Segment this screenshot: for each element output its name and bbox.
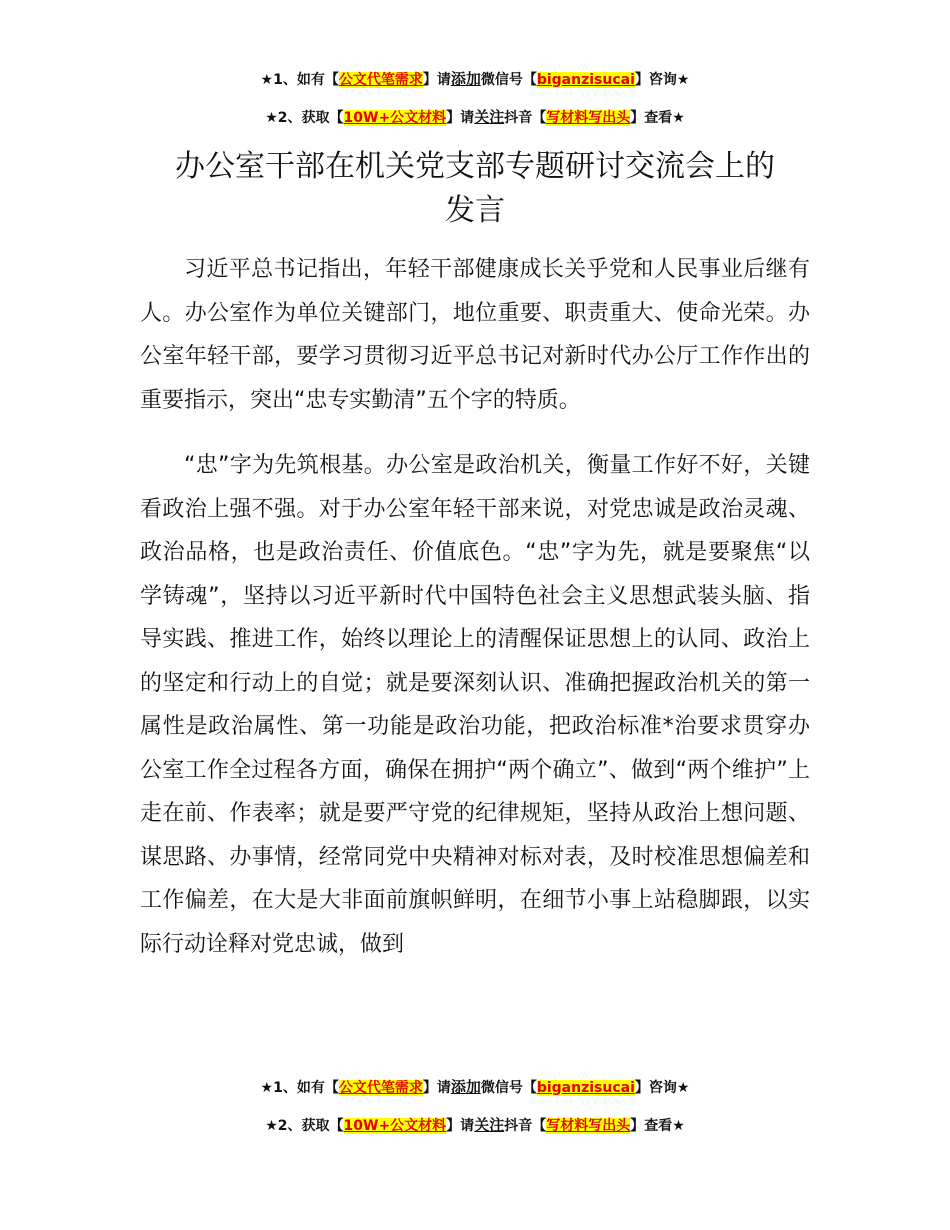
promo-highlight-wechat-id[interactable]: biganzisucai — [536, 1080, 635, 1096]
promo-line-bottom-2 — [0, 1114, 950, 1137]
promo-text: 1、如有【 — [273, 1080, 339, 1096]
promo-text: 】请 — [446, 110, 475, 126]
star-icon: ★ — [672, 1118, 685, 1134]
star-icon: ★ — [265, 110, 278, 126]
promo-underline-follow: 关注 — [474, 108, 505, 126]
promo-text: 】请 — [422, 1080, 451, 1096]
promo-line-bottom-1 — [0, 1076, 950, 1099]
promo-highlight-materials: 10W+公文材料 — [343, 110, 447, 126]
promo-highlight-service: 公文代笔需求 — [338, 72, 423, 88]
star-icon: ★ — [260, 1080, 274, 1096]
promo-line-top-2 — [0, 106, 950, 129]
paragraph-loyalty: “忠”字为先筑根基。办公室是政治机关，衡量工作好不好，关键看政治上强不强。对于办公室年轻干部来说，对党忠诚是政治灵魂、政治品格，也是政治责任、价值底色。“忠”字为先，就是要聚焦“以学铸魂”，坚持以习近平新时代中国特色社会主义思想武装头脑、指导实践、推进工作，始终以理论上的清醒保证思想上的认同、政治上的坚定和行动上的自觉；就是要深刻认识、准确把握政治机关的第一属性是政治属性、第一功能是政治功能，把政治标准*治要求贯穿办公室工作全过程各方面，确保在拥护“两个确立”、做到“两个维护”上走在前、作表率；就是要严守党的纪律规矩，坚持从政治上想问题、谋思路、办事情，经常同党中央精神对标对表，及时校准思想偏差和工作偏差，在大是大非面前旗帜鲜明，在细节小事上站稳脚跟，以实际行动诠释对党忠诚，做到 — [140, 453, 810, 957]
promo-text: 1、如有【 — [273, 72, 339, 88]
promo-text: 抖音【 — [504, 110, 547, 126]
promo-highlight-wechat-id[interactable]: biganzisucai — [536, 72, 635, 88]
document-title — [0, 145, 950, 233]
paragraph-intro: 习近平总书记指出，年轻干部健康成长关乎党和人民事业后继有人。办公室作为单位关键部门，地位重要、职责重大、使命光荣。办公室年轻干部，要学习贯彻习近平总书记对新时代办公厅工作作出的重要指示，突出“忠专实勤清”五个字的特质。 — [140, 257, 810, 413]
promo-highlight-douyin-account[interactable]: 写材料写出头 — [546, 1118, 631, 1134]
star-icon: ★ — [260, 72, 274, 88]
promo-text: 】请 — [446, 1118, 475, 1134]
promo-highlight-materials: 10W+公文材料 — [343, 1118, 447, 1134]
star-icon: ★ — [676, 72, 690, 88]
star-icon: ★ — [672, 110, 685, 126]
promo-text: 抖音【 — [504, 1118, 547, 1134]
promo-text: 微信号【 — [480, 1080, 537, 1096]
star-icon: ★ — [265, 1118, 278, 1134]
title-line-1: 办公室干部在机关党支部专题研讨交流会上的 — [175, 149, 775, 184]
promo-text: 微信号【 — [480, 72, 537, 88]
document-body — [140, 248, 810, 966]
promo-highlight-douyin-account[interactable]: 写材料写出头 — [546, 110, 631, 126]
promo-text: 】查看 — [630, 110, 673, 126]
promo-text: 2、获取【 — [277, 1118, 344, 1134]
promo-text: 】查看 — [630, 1118, 673, 1134]
promo-underline-add: 添加 — [450, 1078, 481, 1096]
title-line-2: 发言 — [445, 193, 505, 228]
promo-text: 】请 — [422, 72, 451, 88]
promo-text: 】咨询 — [634, 1080, 677, 1096]
promo-underline-follow: 关注 — [474, 1116, 505, 1134]
promo-underline-add: 添加 — [450, 70, 481, 88]
promo-text: 2、获取【 — [277, 110, 344, 126]
promo-line-top-1 — [0, 68, 950, 91]
promo-text: 】咨询 — [634, 72, 677, 88]
star-icon: ★ — [676, 1080, 690, 1096]
promo-highlight-service: 公文代笔需求 — [338, 1080, 423, 1096]
